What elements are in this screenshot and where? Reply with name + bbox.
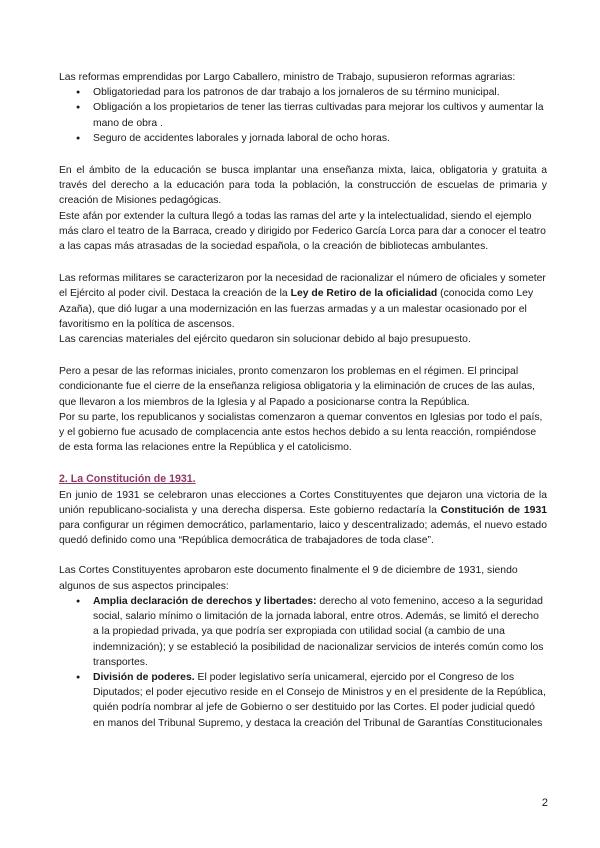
problems-paragraph: Pero a pesar de las reformas iniciales, pronto comenzaron los problemas en el régimen. El principal condicionante fue el cierre de la enseñanza religiosa obligatoria y la eliminación de cruces de las aulas, que llevaron a los miembros de la Iglesia y al Papado a posicionarse contra la República. xyxy=(59,366,535,408)
list-item: ● Seguro de accidentes laborales y jornada laboral de ocho horas. xyxy=(59,131,547,146)
constitution-name: Constitución de 1931 xyxy=(440,504,547,516)
military-text-after: (conocida como Ley Azaña), que dió lugar a una modernización en las fuerzas armadas y a un malestar ocasionado por el favoritismo en la política de ascensos. xyxy=(59,288,534,330)
document-page xyxy=(59,70,547,731)
constitution-aspects-list xyxy=(59,594,547,731)
constitution-text-after: para configurar un régimen democrático, parlamentario, laico y descentralizado; además, el nuevo estado quedó definido como una “República democrática de trabajadores de toda clase”. xyxy=(59,520,547,547)
section-heading: 2. La Constitución de 1931. xyxy=(59,473,196,486)
military-text-before: Las reformas militares se caracterizaron por la necesidad de racionalizar el número de oficiales y someter el Ejército al poder civil. Destaca la creación de la xyxy=(59,273,546,300)
page-number: 2 xyxy=(541,797,548,809)
agrarian-reforms-list xyxy=(59,85,547,146)
military-budget-paragraph: Las carencias materiales del ejército quedaron sin solucionar debido al bajo presupuesto. xyxy=(59,334,471,346)
list-item xyxy=(59,594,547,670)
constitution-paragraph xyxy=(59,488,547,549)
list-item: ● Obligatoriedad para los patronos de dar trabajo a los jornaleros de su término municipal. xyxy=(59,85,547,100)
military-law-name: Ley de Retiro de la oficialidad xyxy=(290,288,438,300)
list-item-title: División de poderes. xyxy=(93,671,195,683)
military-paragraph xyxy=(59,271,547,332)
list-item: ● Obligación a los propietarios de tener las tierras cultivadas para mejorar los cultivos y aumentar la mano de obra . xyxy=(59,100,547,130)
church-relations-paragraph: Por su parte, los republicanos y socialistas comenzaron a quemar conventos en Iglesias por todo el país, y el gobierno fue acusado de complacencia ante estos hechos debido a su lenta reacción, rompiéndose de esta forma las relaciones entre la República y el catolicismo. xyxy=(59,411,543,454)
intro-paragraph: Las reformas emprendidas por Largo Caballero, ministro de Trabajo, supusieron reformas agrarias: xyxy=(59,72,516,83)
culture-paragraph: Este afán por extender la cultura llegó a todas las ramas del arte y la intelectualidad, siendo el ejemplo más claro el teatro de la Barraca, creado y dirigido por Federico García Lorca para dar a conocer el teatro a las capas más atrasadas de la sociedad española, o la creación de bibliotecas ambulantes. xyxy=(59,210,546,253)
list-item-text: El poder legislativo sería unicameral, ejercido por el Congreso de los Diputados; el poder ejecutivo reside en el Consejo de Ministros y en el presidente de la República, quién podría nombrar al jefe de Gobierno o ser destituido por las Cortes. El poder judicial quedó en manos del Tribunal Supremo, y destaca la creación del Tribunal de Garantías Constitucionales xyxy=(93,671,546,729)
list-item xyxy=(59,670,547,731)
education-paragraph: En el ámbito de la educación se busca implantar una enseñanza mixta, laica, obligatoria y gratuita a través del derecho a la educación para toda la población, la construcción de escuelas de primaria y creación de Misiones pedagógicas. xyxy=(59,165,547,207)
constitution-text-before: En junio de 1931 se celebraron unas elecciones a Cortes Constituyentes que dejaron una victoria de la unión republicano-socialista y una derecha dispersa. Este gobierno redactaría la xyxy=(59,489,547,516)
list-item-text: derecho al voto femenino, acceso a la seguridad social, salario mínimo o limitación de la jornada laboral, entre otros. Además, se limitó el derecho a la propiedad privada, ya que podría ser expropiada con utilidad social (a cambio de una indemnización); y se estableció la posibilidad de nacionalizar servicios de interés común como los transportes. xyxy=(93,595,544,668)
list-item-title: Amplia declaración de derechos y libertades: xyxy=(93,595,317,607)
cortes-paragraph: Las Cortes Constituyentes aprobaron este documento finalmente el 9 de diciembre de 1931, siendo algunos de sus aspectos principales: xyxy=(59,565,518,592)
